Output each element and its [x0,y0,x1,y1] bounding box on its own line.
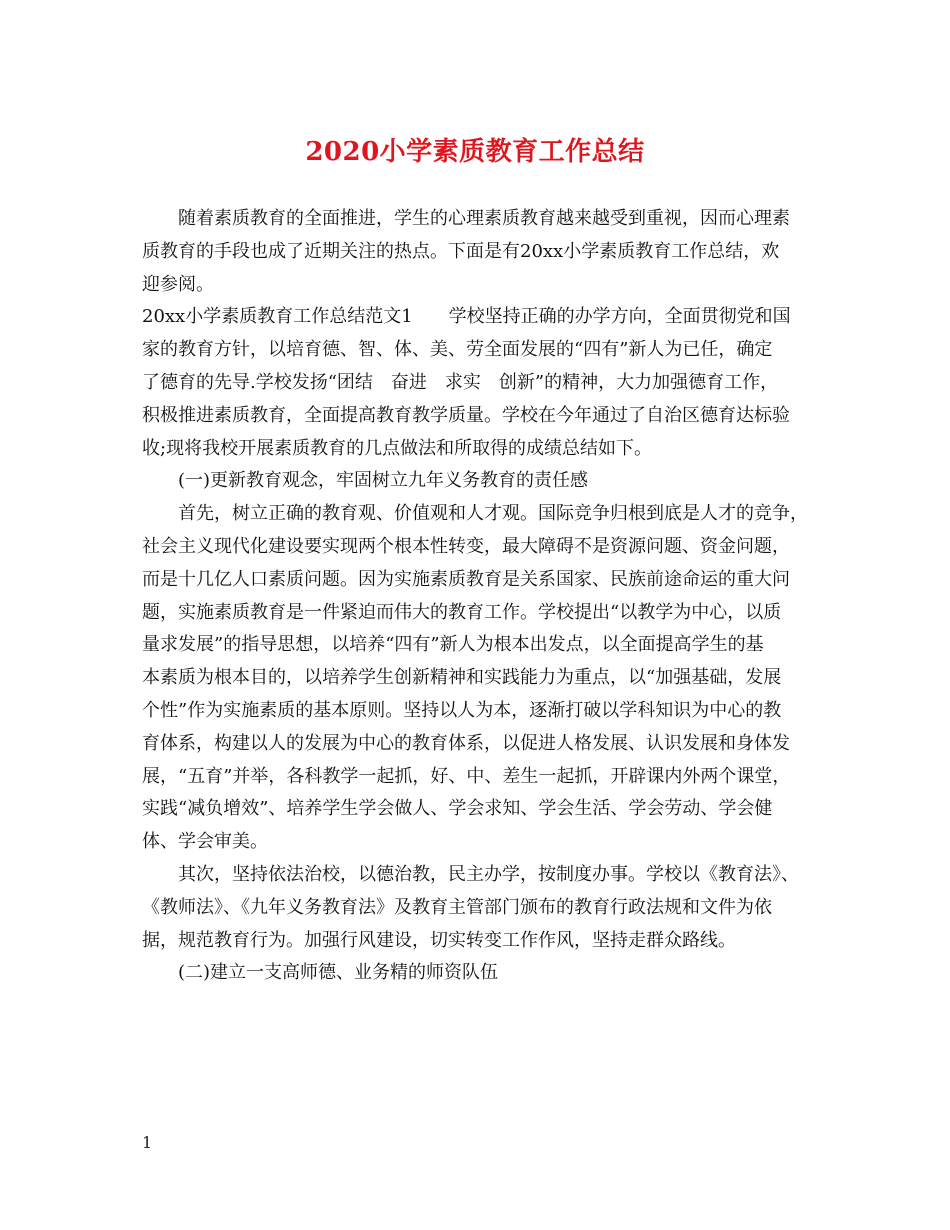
body-line-3: 迎参阅。 [142,273,214,295]
section-heading-1: (一)更新教育观念，牢固树立九年义务教育的责任感 [178,470,589,492]
body-line-16: 个性”作为实施素质的基本原则。坚持以人为本，逐渐打破以学科知识为中心的教 [142,699,782,721]
body-line-10: 首先，树立正确的教育观、价值观和人才观。国际竞争归根到底是人才的竞争， [178,503,808,525]
body-line-1: 随着素质教育的全面推进，学生的心理素质教育越来越受到重视，因而心理素 [178,208,790,229]
body-line-18: 展，“五育”并举，各科教学一起抓，好、中、差生一起抓，开辟课内外两个课堂， [142,765,791,787]
document-body [142,203,832,990]
body-line-19: 实践“减负增效”、培养学生学会做人、学会求知、学会生活、学会劳动、学会健 [142,798,773,820]
body-line-5: 家的教育方针，以培育德、智、体、美、劳全面发展的“四有”新人为已任，确定 [142,339,773,361]
body-line-4: 20xx小学素质教育工作总结范文1 学校坚持正确的办学方向，全面贯彻党和国 [142,306,791,328]
body-line-22: 《教师法》、《九年义务教育法》及教育主管部门颁布的教育行政法规和文件为依 [142,896,772,918]
body-line-8: 收;现将我校开展素质教育的几点做法和所取得的成绩总结如下。 [142,437,653,459]
body-line-2: 质教育的手段也成了近期关注的热点。下面是有20xx小学素质教育工作总结，欢 [142,240,780,262]
body-line-17: 育体系，构建以人的发展为中心的教育体系，以促进人格发展、认识发展和身体发 [142,732,790,754]
body-line-14: 量求发展”的指导思想，以培养“四有”新人为根本出发点，以全面提高学生的基 [142,634,764,656]
body-line-12: 而是十几亿人口素质问题。因为实施素质教育是关系国家、民族前途命运的重大问 [142,568,790,590]
body-line-23: 据，规范教育行为。加强行风建设，切实转变工作作风，坚持走群众路线。 [142,929,736,951]
section-heading-2: (二)建立一支高师德、业务精的师资队伍 [178,962,499,984]
body-line-21: 其次，坚持依法治校，以德治教，民主办学，按制度办事。学校以《教育法》、 [178,863,799,885]
document-title: 2020小学素质教育工作总结 [305,137,645,167]
body-line-15: 本素质为根本目的，以培养学生创新精神和实践能力为重点，以“加强基础，发展 [142,667,782,689]
body-line-11: 社会主义现代化建设要实现两个根本性转变，最大障碍不是资源问题、资金问题， [142,535,790,557]
page-number: 1 [142,1133,153,1152]
body-line-6: 了德育的先导.学校发扬“团结 奋进 求实 创新”的精神，大力加强德育工作， [142,371,779,393]
body-line-13: 题，实施素质教育是一件紧迫而伟大的教育工作。学校提出“以教学为中心，以质 [142,601,782,623]
body-line-20: 体、学会审美。 [142,831,268,853]
body-line-7: 积极推进素质教育，全面提高教育教学质量。学校在今年通过了自治区德育达标验 [142,404,790,426]
